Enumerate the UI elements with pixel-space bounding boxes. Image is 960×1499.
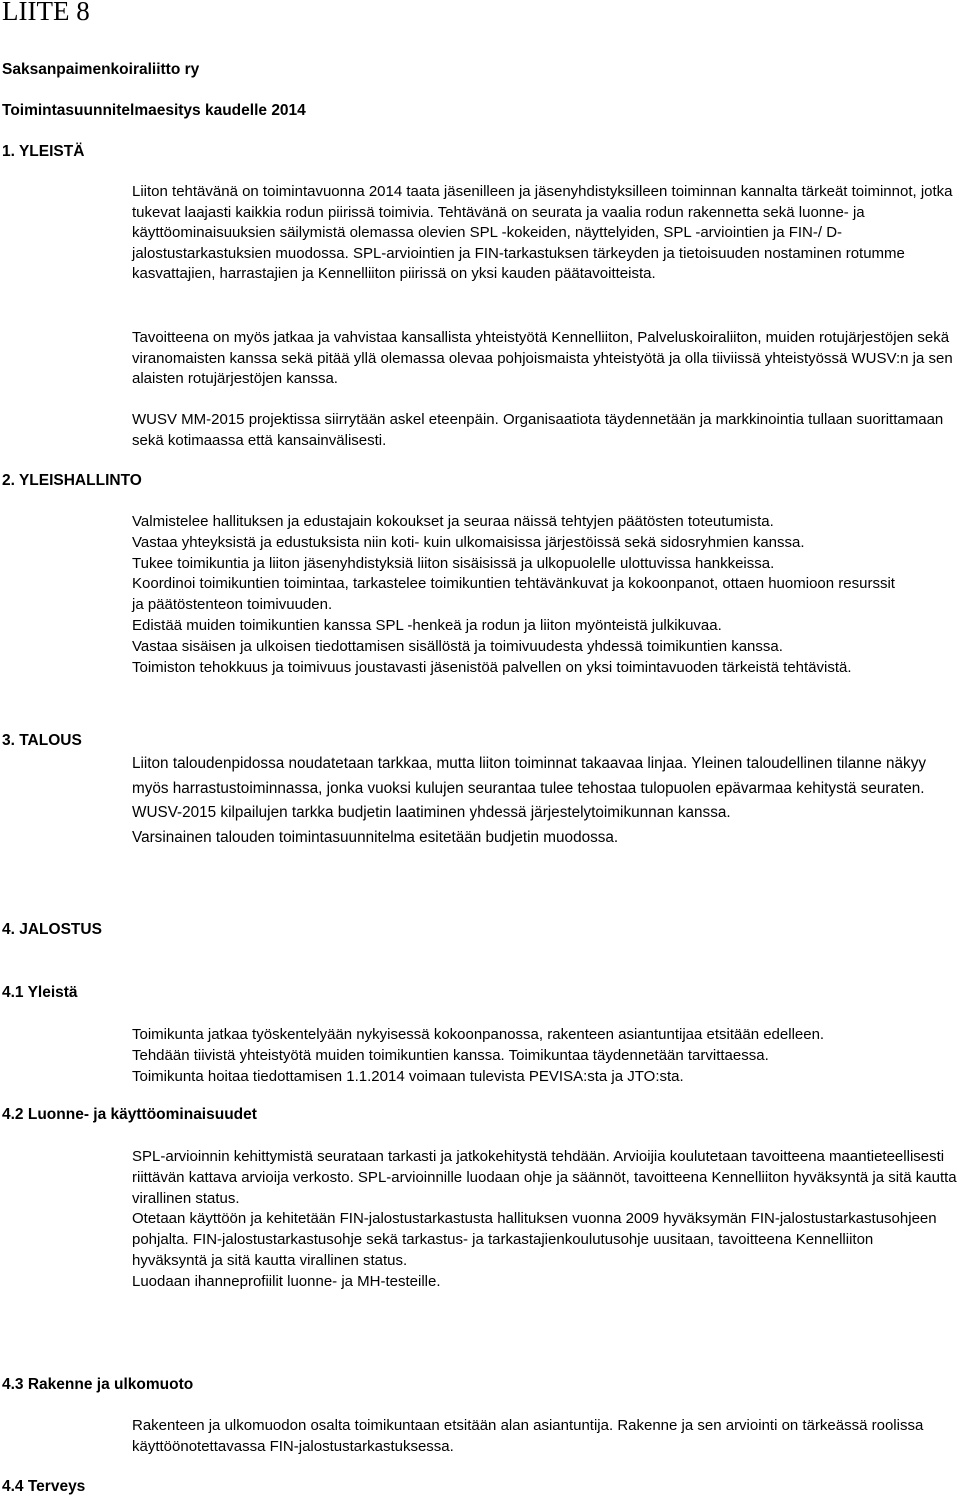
list-item: SPL-arvioinnin kehittymistä seurataan tarkasti ja jatkokehitystä tehdään. Arvioijia koulutetaan tavoitteena maantieteellisesti riittävän kattava arvioija verkosto. SPL-arvioinnille luodaan ohje ja säännöt, tavoitteena Kennelliiton hyväksyntä ja sitä kautta virallinen status. bbox=[132, 1148, 957, 1207]
appendix-label: LIITE 8 bbox=[2, 0, 90, 26]
paragraph: Tavoitteena on myös jatkaa ja vahvistaa kansallista yhteistyötä Kennelliiton, Palveluskoiraliiton, muiden rotujärjestöjen sekä viranomaisten kanssa sekä pitää yllä olemassa olevaa pohjoismaista yhteistyötä ja olla tiiviissä yhteistyössä WUSV:n ja sen alaisten rotujärjestöjen kanssa. bbox=[132, 329, 953, 387]
list-item: Edistää muiden toimikuntien kanssa SPL -henkeä ja rodun ja liiton myönteistä julkikuvaa. bbox=[132, 616, 722, 634]
section-body-yleista bbox=[132, 182, 960, 285]
section-body-yleishallinto bbox=[132, 512, 960, 678]
list-item: Tukee toimikuntia ja liiton jäsenyhdistyksiä liiton sisäisissä ja ulkopuolelle ulottuvissa hankkeissa. bbox=[132, 554, 775, 572]
list-item: Varsinainen talouden toimintasuunnitelma esitetään budjetin muodossa. bbox=[132, 828, 619, 846]
subsection-body-luonne bbox=[132, 1147, 960, 1293]
list-item: Vastaa yhteyksistä ja edustuksista niin koti- kuin ulkomaisissa järjestöissä sekä sidosryhmien kanssa. bbox=[132, 533, 805, 551]
list-item: Luodaan ihanneprofiilit luonne- ja MH-testeille. bbox=[132, 1272, 441, 1290]
paragraph: WUSV MM-2015 projektissa siirrytään askel eteenpäin. Organisaatiota täydennetään ja markkinointia tullaan suorittamaan sekä kotimaassa että kansainvälisesti. bbox=[132, 411, 944, 449]
subsection-body-rakenne bbox=[132, 1416, 960, 1458]
list-item: Toimikunta jatkaa työskentelyään nykyisessä kokoonpanossa, rakenteen asiantuntijaa etsitään edelleen. bbox=[132, 1026, 825, 1043]
document-title: Toimintasuunnitelmaesitys kaudelle 2014 bbox=[2, 102, 306, 119]
section-body-talous bbox=[132, 752, 960, 850]
subsection-body-yleista bbox=[132, 1025, 960, 1087]
list-item: WUSV-2015 kilpailujen tarkka budjetin laatiminen yhdessä järjestelytoimikunnan kanssa. bbox=[132, 804, 731, 821]
list-item: Vastaa sisäisen ja ulkoisen tiedottamisen sisällöstä ja toimivuudesta yhdessä toimikuntien kanssa. bbox=[132, 637, 783, 655]
list-item: Otetaan käyttöön ja kehitetään FIN-jalostustarkastusta hallituksen vuonna 2009 hyväksymän FIN-jalostustarkastusohjeen pohjalta. FIN-jalostustarkastusohje sekä tarkastus- ja tarkastajienkoulutusohje uusitaan, tavoitteena Kennelliiton hyväksyntä ja sitä kautta virallinen status. bbox=[132, 1210, 937, 1269]
paragraph: Liiton tehtävänä on toimintavuonna 2014 taata jäsenilleen ja jäsenyhdistyksilleen toiminnan kannalta tärkeät toiminnot, jotka tukevat laajasti kaikkia rodun piirissä toimivia. Tehtävänä on seurata ja vaalia rodun rakennetta sekä luonne- ja käyttöominaisuuksien säilymistä olemassa olevien SPL -kokeiden, näyttelyiden, SPL -arviointien ja FIN-/ D-jalostustarkastuksien muodossa. SPL-arviointien ja FIN-tarkastuksen tärkeyden ja tietoisuuden nostaminen rotumme kasvattajien, harrastajien ja Kennelliiton piirissä on yksi kauden päätavoitteista. bbox=[132, 183, 953, 282]
section-heading-talous: 3. TALOUS bbox=[2, 732, 82, 749]
list-item: Rakenteen ja ulkomuodon osalta toimikuntaan etsitään alan asiantuntija. Rakenne ja sen arviointi on tärkeässä roolissa käyttöönotettavassa FIN-jalostustarkastuksessa. bbox=[132, 1417, 924, 1455]
section-heading-yleishallinto: 2. YLEISHALLINTO bbox=[2, 472, 142, 489]
section-heading-jalostus: 4. JALOSTUS bbox=[2, 921, 102, 938]
subsection-heading-rakenne: 4.3 Rakenne ja ulkomuoto bbox=[2, 1376, 194, 1393]
list-item: Toimikunta hoitaa tiedottamisen 1.1.2014 voimaan tulevista PEVISA:sta ja JTO:sta. bbox=[132, 1067, 684, 1085]
organization-name: Saksanpaimenkoiraliitto ry bbox=[2, 61, 200, 78]
subsection-heading-terveys: 4.4 Terveys bbox=[2, 1478, 86, 1495]
list-item: Tehdään tiivistä yhteistyötä muiden toimikuntien kanssa. Toimikuntaa täydennetään tarvittaessa. bbox=[132, 1046, 769, 1064]
list-item: Valmistelee hallituksen ja edustajain kokoukset ja seuraa näissä tehtyjen päätösten toteutumista. bbox=[132, 513, 774, 530]
section-body-yleista-2 bbox=[132, 328, 960, 390]
section-heading-yleista: 1. YLEISTÄ bbox=[2, 143, 85, 160]
section-body-yleista-3 bbox=[132, 410, 960, 451]
list-item: Koordinoi toimikuntien toimintaa, tarkastelee toimikuntien tehtävänkuvat ja kokoonpanot, ottaen huomioon resurssit ja päätöstenteon toimivuuden. bbox=[132, 575, 895, 614]
subsection-heading-yleista: 4.1 Yleistä bbox=[2, 984, 78, 1001]
subsection-heading-luonne: 4.2 Luonne- ja käyttöominaisuudet bbox=[2, 1106, 257, 1123]
list-item: Toimiston tehokkuus ja toimivuus joustavasti jäsenistöä palvellen on yksi toimintavuoden tärkeistä tehtävistä. bbox=[132, 658, 852, 676]
list-item: Liiton taloudenpidossa noudatetaan tarkkaa, mutta liiton toiminnat takaavaa linjaa. Yleinen taloudellinen tilanne näkyy myös harrastustoiminnassa, jonka vuoksi kulujen seurantaa tulee tehostaa tulopuolen epävarmaa kehitystä seuraten. bbox=[132, 755, 926, 797]
